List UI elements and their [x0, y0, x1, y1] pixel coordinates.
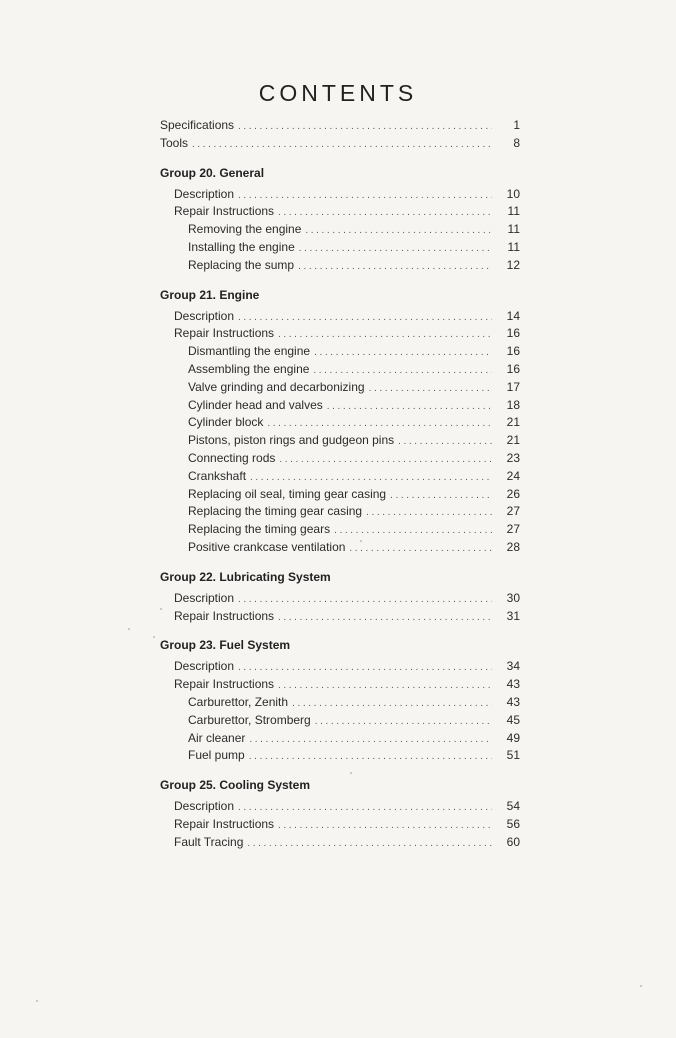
toc-entry-label: Removing the engine: [188, 222, 302, 237]
toc-entry-page-number: 12: [506, 257, 520, 272]
toc-entry-page-number: 16: [506, 326, 520, 341]
toc-entry-page-number: 10: [506, 186, 520, 201]
toc-entry-page-number: 23: [506, 450, 520, 465]
toc-entry: [160, 136, 520, 154]
toc-entry: [160, 326, 520, 344]
toc-entry-label: Description: [174, 186, 235, 201]
toc-entry-label: Description: [174, 590, 235, 605]
toc-entry-label: Pistons, piston rings and gudgeon pins: [188, 433, 395, 448]
toc-entry: [160, 469, 520, 487]
toc-entry-label: Description: [174, 659, 235, 674]
toc-entry: [160, 731, 520, 749]
toc-entry-page-number: 30: [506, 590, 520, 605]
dot-leader: [398, 436, 492, 447]
dot-leader: [249, 734, 492, 745]
toc-entry-page-number: 43: [506, 694, 520, 709]
toc-entry-label: Dismantling the engine: [188, 344, 311, 359]
toc-entry-label: Assembling the engine: [188, 361, 310, 376]
group-heading: Group 23. Fuel System: [160, 638, 291, 653]
toc-entry-page-number: 24: [506, 468, 520, 483]
toc-entry-page-number: 21: [506, 415, 520, 430]
toc-entry: [160, 380, 520, 398]
spacer: [160, 766, 520, 776]
dot-leader: [369, 383, 492, 394]
toc-entry-label: Replacing oil seal, timing gear casing: [188, 486, 387, 501]
toc-entry-label: Installing the engine: [188, 239, 295, 254]
dot-leader: [192, 139, 492, 150]
toc-entry-page-number: 51: [506, 748, 520, 763]
group-heading: Group 20. General: [160, 165, 265, 180]
toc-entry-label: Valve grinding and decarbonizing: [188, 379, 365, 394]
dot-leader: [313, 365, 492, 376]
toc-entry-page-number: 16: [506, 361, 520, 376]
toc-entry: [160, 344, 520, 362]
toc-entry: [160, 504, 520, 522]
toc-entry-page-number: 34: [506, 659, 520, 674]
toc-entry-label: Cylinder head and valves: [188, 397, 323, 412]
toc-entry: [160, 835, 520, 853]
dot-leader: [250, 472, 492, 483]
toc-entry: [160, 713, 520, 731]
page-title: CONTENTS: [258, 80, 418, 106]
toc-entry-label: Fault Tracing: [174, 834, 244, 849]
spacer: [160, 154, 520, 164]
toc-entry-page-number: 17: [506, 379, 520, 394]
toc-entry: [160, 240, 520, 258]
dot-leader: [238, 121, 492, 132]
dot-leader: [390, 490, 492, 501]
dot-leader: [238, 312, 492, 323]
scan-speck: [360, 540, 362, 542]
dot-leader: [314, 347, 492, 358]
group-heading: Group 21. Engine: [160, 287, 260, 302]
toc-entry-label: Repair Instructions: [174, 677, 275, 692]
toc-entry-label: Description: [174, 799, 235, 814]
toc-entry: [160, 398, 520, 416]
toc-entry-label: Specifications: [160, 118, 235, 132]
toc-entry-page-number: 60: [506, 834, 520, 849]
dot-leader: [349, 543, 492, 554]
toc-entry-label: Carburettor, Stromberg: [188, 712, 311, 727]
dot-leader: [278, 612, 492, 623]
toc-entry-page-number: 45: [506, 712, 520, 727]
toc-entry: [160, 748, 520, 766]
dot-leader: [299, 243, 492, 254]
dot-leader: [305, 225, 492, 236]
dot-leader: [327, 401, 492, 412]
toc-entry: [160, 817, 520, 835]
spacer: [160, 626, 520, 636]
scan-speck: [36, 1000, 38, 1002]
toc-entry-page-number: 54: [506, 799, 520, 814]
toc-entry-page-number: 27: [506, 504, 520, 519]
toc-entry: [160, 487, 520, 505]
toc-entry-label: Tools: [160, 135, 189, 150]
toc-entry-page-number: 18: [506, 397, 520, 412]
toc-entry-page-number: 26: [506, 486, 520, 501]
dot-leader: [238, 190, 492, 201]
toc-entry: [160, 258, 520, 276]
dot-leader: [292, 698, 492, 709]
toc-entry-page-number: 49: [506, 730, 520, 745]
spacer: [160, 558, 520, 568]
toc-entry-page-number: 16: [506, 344, 520, 359]
toc-entry: [160, 540, 520, 558]
dot-leader: [366, 507, 492, 518]
toc-entry: [160, 222, 520, 240]
toc-entry-page-number: 11: [507, 204, 520, 219]
dot-leader: [278, 680, 492, 691]
toc-entry-label: Connecting rods: [188, 450, 276, 465]
toc-entry: [160, 799, 520, 817]
toc-entry-page-number: 31: [506, 608, 520, 623]
toc-entry-label: Repair Instructions: [174, 608, 275, 623]
spacer: [160, 276, 520, 286]
dot-leader: [238, 662, 492, 673]
dot-leader: [267, 418, 492, 429]
toc-entry-page-number: 43: [506, 677, 520, 692]
toc-entry-page-number: 11: [507, 222, 520, 237]
toc-entry: [160, 609, 520, 627]
toc-entry: [160, 659, 520, 677]
toc-entry-label: Fuel pump: [188, 748, 245, 763]
toc-entry: [160, 591, 520, 609]
toc-entry-label: Description: [174, 308, 235, 323]
toc-entry: [160, 204, 520, 222]
dot-leader: [279, 454, 492, 465]
dot-leader: [249, 751, 492, 762]
toc-entry-label: Repair Instructions: [174, 204, 275, 219]
toc-entry: [160, 309, 520, 327]
group-heading: Group 22. Lubricating System: [160, 569, 331, 584]
dot-leader: [298, 261, 492, 272]
dot-leader: [278, 820, 492, 831]
toc-entry-label: Positive crankcase ventilation: [188, 539, 346, 554]
toc-entry: [160, 677, 520, 695]
toc-entry: [160, 362, 520, 380]
toc-entry-page-number: 1: [513, 118, 520, 132]
scan-speck: [350, 772, 352, 774]
scan-speck: [128, 628, 130, 630]
toc-entry-page-number: 28: [506, 539, 520, 554]
toc-entry-page-number: 11: [507, 239, 520, 254]
toc-entry-label: Replacing the timing gear casing: [188, 504, 363, 519]
dot-leader: [238, 802, 492, 813]
toc-entry-page-number: 27: [506, 522, 520, 537]
toc-entry-label: Crankshaft: [188, 468, 247, 483]
dot-leader: [278, 329, 492, 340]
table-of-contents: [160, 118, 520, 853]
toc-entry: [160, 433, 520, 451]
toc-entry-label: Cylinder block: [188, 415, 264, 430]
dot-leader: [334, 525, 492, 536]
toc-entry: [160, 451, 520, 469]
toc-entry: [160, 187, 520, 205]
scan-speck: [153, 636, 155, 638]
toc-entry-page-number: 14: [506, 308, 520, 323]
toc-entry: [160, 522, 520, 540]
toc-entry-label: Repair Instructions: [174, 816, 275, 831]
toc-entry-page-number: 56: [506, 816, 520, 831]
toc-entry: [160, 415, 520, 433]
toc-entry-label: Replacing the timing gears: [188, 522, 331, 537]
dot-leader: [278, 207, 492, 218]
toc-entry-label: Carburettor, Zenith: [188, 694, 289, 709]
scan-speck: [640, 985, 642, 987]
toc-entry-page-number: 8: [513, 135, 520, 150]
toc-entry-label: Replacing the sump: [188, 257, 295, 272]
toc-entry: [160, 695, 520, 713]
toc-entry: [160, 118, 520, 136]
toc-entry-label: Repair Instructions: [174, 326, 275, 341]
dot-leader: [238, 594, 492, 605]
toc-entry-page-number: 21: [506, 433, 520, 448]
toc-entry-label: Air cleaner: [188, 730, 246, 745]
scan-speck: [160, 608, 162, 610]
dot-leader: [315, 716, 492, 727]
dot-leader: [247, 838, 492, 849]
group-heading: Group 25. Cooling System: [160, 778, 311, 793]
